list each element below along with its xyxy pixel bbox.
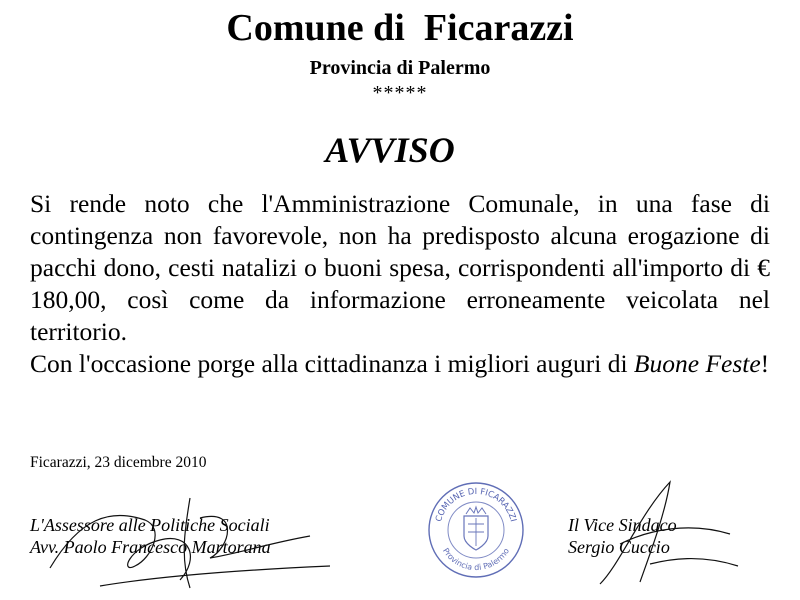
date-line: Ficarazzi, 23 dicembre 2010 <box>30 454 207 471</box>
left-signer-role: L'Assessore alle Politiche Sociali <box>30 515 270 535</box>
svg-text:COMUNE DI FICARAZZI <box>434 487 518 523</box>
wish-emphasis: Buone Feste <box>633 349 761 378</box>
notice-body <box>30 188 770 380</box>
notice-heading: AVVISO <box>325 130 455 170</box>
left-signature-block <box>30 514 271 558</box>
page-title: Comune di Ficarazzi <box>226 7 574 49</box>
wish-prefix: Con l'occasione porge alla cittadinanza i migliori auguri di <box>30 349 634 378</box>
official-stamp <box>426 480 526 580</box>
stamp-bottom-text: Provincia di Palermo <box>440 546 512 573</box>
coat-of-arms-icon <box>464 507 488 550</box>
stamp-top-text: COMUNE DI FICARAZZI <box>434 486 518 524</box>
province-subtitle: Provincia di Palermo <box>309 57 491 79</box>
wish-suffix: ! <box>760 349 770 378</box>
right-signer-role: Il Vice Sindaco <box>568 515 677 535</box>
notice-paragraph-2 <box>30 348 770 380</box>
stars-divider: ***** <box>372 82 428 104</box>
left-signer-name: Avv. Paolo Francesco Martorana <box>30 537 271 557</box>
right-signature-block <box>568 514 677 558</box>
notice-paragraph-1: Si rende noto che l'Amministrazione Comunale, in una fase di contingenza non favorevole, non ha predisposto alcuna erogazione di pacchi dono, cesti natalizi o buoni spesa, corrispondenti all'importo di € 180,00, così come da informazione erroneamente veicolata nel territorio. <box>30 189 770 346</box>
right-signer-name: Sergio Cuccio <box>568 537 670 557</box>
